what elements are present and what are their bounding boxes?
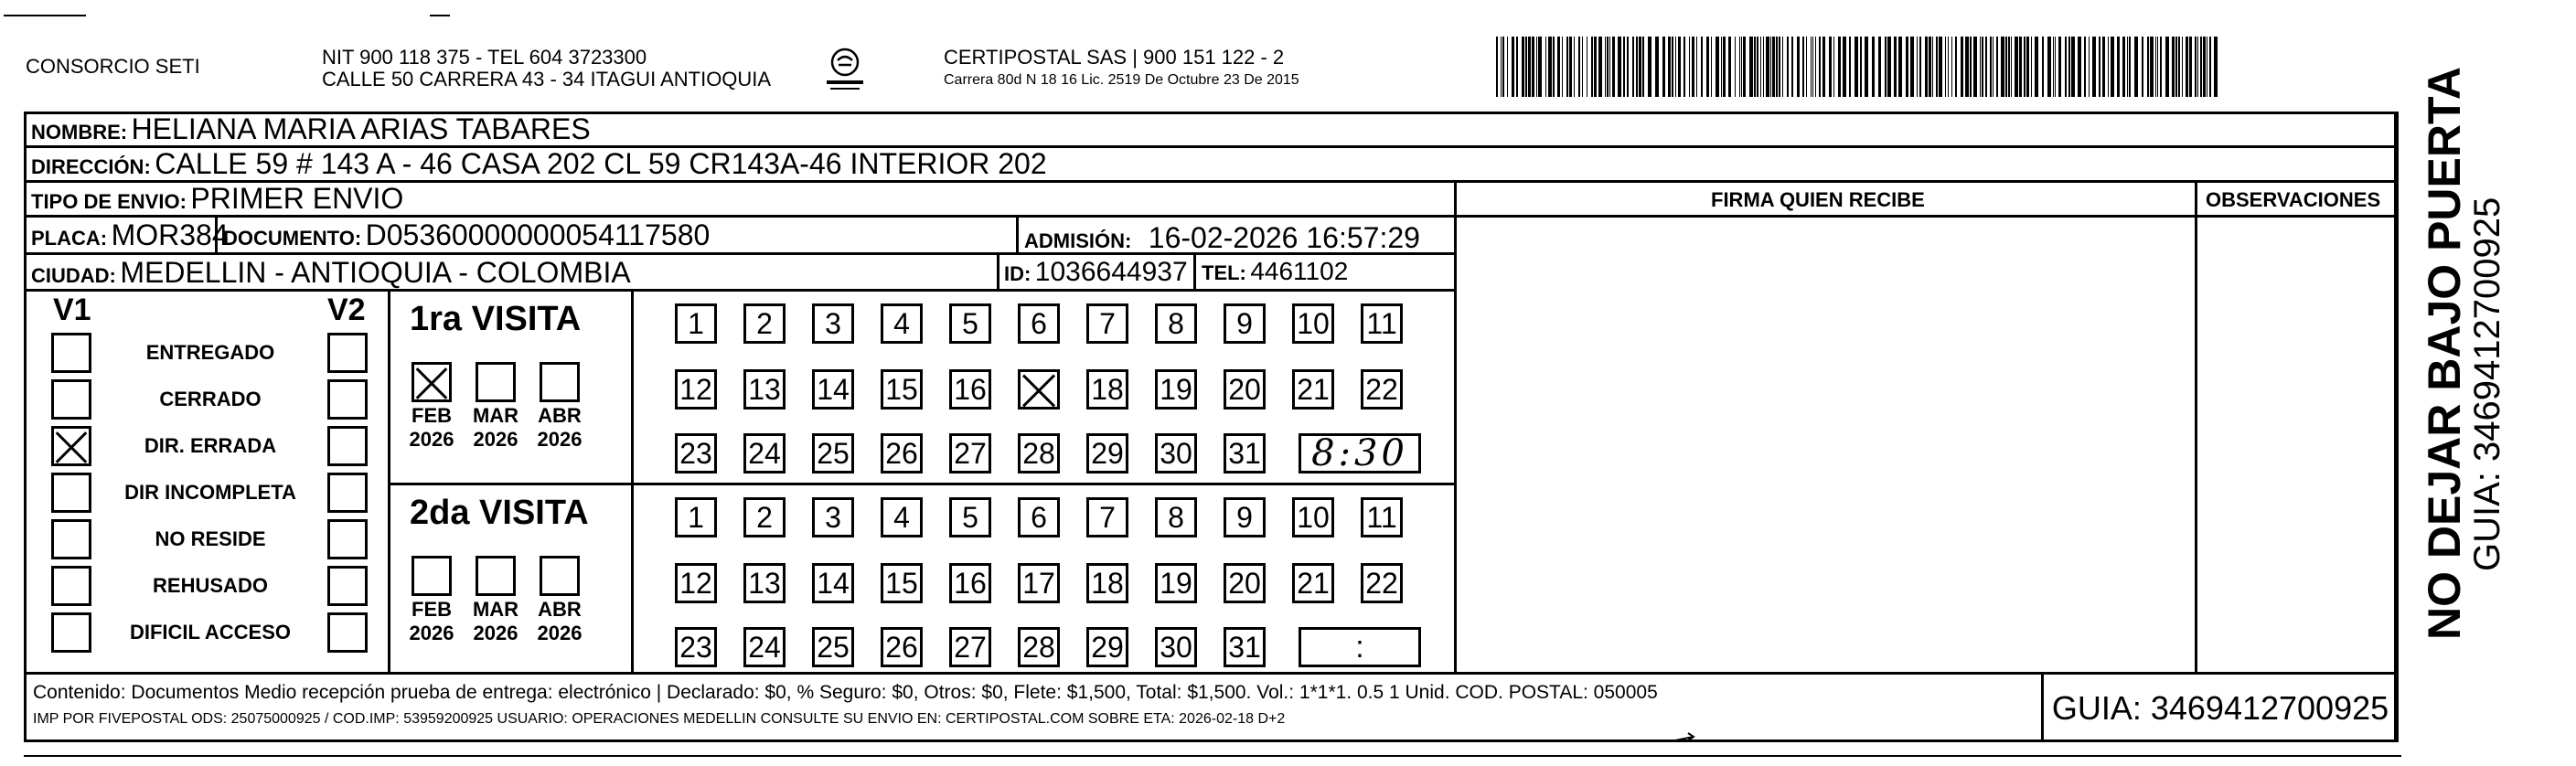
side-guia: GUIA: 3469412700925 bbox=[2467, 197, 2507, 571]
day-number: 2 bbox=[756, 306, 773, 340]
day-number: 4 bbox=[893, 500, 910, 534]
day-number: 10 bbox=[1297, 306, 1330, 340]
day-number: 3 bbox=[825, 306, 841, 340]
day-number: 19 bbox=[1160, 372, 1192, 406]
placa-label: PLACA: bbox=[31, 227, 108, 250]
day-box[interactable] bbox=[1155, 303, 1197, 344]
nombre-field bbox=[31, 114, 591, 144]
footer-arrow-mark bbox=[1675, 731, 1697, 744]
day-box[interactable] bbox=[812, 303, 854, 344]
day-number: 3 bbox=[825, 500, 841, 534]
day-box[interactable] bbox=[1155, 563, 1197, 603]
day-box[interactable] bbox=[1018, 433, 1060, 473]
certipostal-logo bbox=[825, 46, 865, 95]
month-label: MAR bbox=[472, 404, 519, 427]
month-label: ABR bbox=[538, 404, 582, 427]
day-box[interactable] bbox=[1086, 369, 1128, 410]
status-label: REHUSADO bbox=[153, 574, 268, 597]
tipo-envio-value: PRIMER ENVIO bbox=[190, 182, 404, 215]
day-box[interactable] bbox=[1018, 497, 1060, 537]
day-number: 19 bbox=[1160, 566, 1192, 600]
v2-checkbox[interactable] bbox=[327, 333, 368, 373]
day-number: 12 bbox=[679, 372, 712, 406]
bottom-rule bbox=[24, 755, 2401, 757]
day-number: 7 bbox=[1099, 306, 1116, 340]
day-number: 24 bbox=[748, 630, 781, 664]
day-box[interactable] bbox=[1361, 497, 1403, 537]
day-number: 20 bbox=[1228, 372, 1261, 406]
month-label: FEB bbox=[412, 598, 452, 621]
day-box[interactable] bbox=[743, 627, 786, 667]
day-number: 21 bbox=[1297, 372, 1330, 406]
day-number: 17 bbox=[1022, 566, 1055, 600]
ciudad-label: CIUDAD: bbox=[31, 264, 116, 287]
month-checkbox[interactable] bbox=[412, 556, 452, 596]
barcode bbox=[1496, 37, 2218, 97]
visit-title: 2da VISITA bbox=[410, 494, 589, 532]
day-box[interactable] bbox=[743, 369, 786, 410]
day-box[interactable] bbox=[812, 627, 854, 667]
direccion-value: CALLE 59 # 143 A - 46 CASA 202 CL 59 CR143A-46 INTERIOR 202 bbox=[155, 147, 1047, 180]
admision-value: 16-02-2026 16:57:29 bbox=[1148, 221, 1420, 254]
placa-value: MOR384 bbox=[111, 218, 229, 251]
day-number: 4 bbox=[893, 306, 910, 340]
status-label: NO RESIDE bbox=[155, 527, 266, 550]
year-label: 2026 bbox=[537, 622, 583, 644]
tel-field bbox=[1202, 259, 1348, 284]
v1-checkbox[interactable] bbox=[51, 426, 91, 466]
day-number: 8 bbox=[1168, 500, 1184, 534]
day-number: 30 bbox=[1160, 630, 1192, 664]
status-label: DIFICIL ACCESO bbox=[129, 621, 291, 644]
day-number: 21 bbox=[1297, 566, 1330, 600]
month-checkbox[interactable] bbox=[476, 556, 516, 596]
day-box[interactable] bbox=[675, 627, 717, 667]
day-number: 29 bbox=[1091, 630, 1124, 664]
day-number: 15 bbox=[885, 566, 918, 600]
guia-box bbox=[2041, 674, 2397, 742]
day-number: 31 bbox=[1228, 630, 1261, 664]
guia-box-text: GUIA: 3469412700925 bbox=[2051, 688, 2389, 727]
day-number: 10 bbox=[1297, 500, 1330, 534]
nombre-value: HELIANA MARIA ARIAS TABARES bbox=[131, 112, 591, 145]
day-box[interactable] bbox=[1086, 627, 1128, 667]
day-number: 30 bbox=[1160, 436, 1192, 470]
day-box[interactable] bbox=[675, 497, 717, 537]
day-box[interactable] bbox=[1086, 433, 1128, 473]
day-number: 16 bbox=[954, 566, 987, 600]
time-value: 8:30 bbox=[1311, 432, 1408, 474]
day-number: 11 bbox=[1366, 306, 1397, 340]
day-number: 11 bbox=[1366, 500, 1397, 534]
day-box[interactable] bbox=[1361, 303, 1403, 344]
placa-field bbox=[31, 220, 229, 250]
direccion-label: DIRECCIÓN: bbox=[31, 155, 151, 178]
id-field bbox=[1004, 259, 1188, 286]
day-box[interactable] bbox=[1018, 303, 1060, 344]
day-box[interactable] bbox=[675, 433, 717, 473]
day-number: 14 bbox=[817, 566, 850, 600]
day-number: 27 bbox=[954, 436, 987, 470]
year-label: 2026 bbox=[409, 428, 454, 451]
v1-checkbox[interactable] bbox=[51, 379, 91, 420]
day-box[interactable] bbox=[1361, 563, 1403, 603]
day-box[interactable] bbox=[881, 369, 923, 410]
day-box[interactable] bbox=[1361, 369, 1403, 410]
day-box[interactable] bbox=[949, 497, 991, 537]
day-number: 8 bbox=[1168, 306, 1184, 340]
license-line: Carrera 80d N 18 16 Lic. 2519 De Octubre 23 De 2015 bbox=[944, 72, 1299, 88]
company-name: CONSORCIO SETI bbox=[26, 55, 200, 78]
day-number: 20 bbox=[1228, 566, 1261, 600]
tipo-envio-label: TIPO DE ENVIO: bbox=[31, 190, 187, 213]
day-box[interactable] bbox=[1018, 563, 1060, 603]
imp-line: IMP POR FIVEPOSTAL ODS: 25075000925 / COD.IMP: 53959200925 USUARIO: OPERACIONES MEDELLIN CONSULTE SU ENVIO EN: CERTIPOSTAL.COM SOBRE ETA: 2026-02-18 D+2 bbox=[33, 711, 1286, 727]
day-box[interactable] bbox=[881, 497, 923, 537]
day-number: 1 bbox=[688, 500, 704, 534]
status-label: CERRADO bbox=[159, 388, 262, 410]
v2-checkbox[interactable] bbox=[327, 566, 368, 606]
day-number: 7 bbox=[1099, 500, 1116, 534]
day-number: 26 bbox=[885, 630, 918, 664]
v1-checkbox[interactable] bbox=[51, 566, 91, 606]
day-box[interactable] bbox=[1155, 497, 1197, 537]
day-number: 27 bbox=[954, 630, 987, 664]
day-box[interactable] bbox=[1155, 369, 1197, 410]
day-box[interactable] bbox=[675, 563, 717, 603]
v2-checkbox[interactable] bbox=[327, 519, 368, 559]
year-label: 2026 bbox=[409, 622, 454, 644]
status-label: DIR. ERRADA bbox=[144, 434, 277, 457]
month-checkbox[interactable] bbox=[540, 556, 580, 596]
day-box[interactable] bbox=[1086, 497, 1128, 537]
day-number: 15 bbox=[885, 372, 918, 406]
day-box[interactable] bbox=[1292, 369, 1334, 410]
v2-checkbox[interactable] bbox=[327, 426, 368, 466]
day-box[interactable] bbox=[743, 497, 786, 537]
day-box[interactable] bbox=[1292, 563, 1334, 603]
v1-checkbox[interactable] bbox=[51, 612, 91, 653]
day-number: 22 bbox=[1365, 372, 1398, 406]
day-number: 6 bbox=[1031, 306, 1047, 340]
day-box[interactable] bbox=[1224, 369, 1266, 410]
month-checkbox[interactable] bbox=[540, 362, 580, 402]
day-number: 24 bbox=[748, 436, 781, 470]
documento-value: D05360000000054117580 bbox=[365, 218, 711, 251]
nombre-label: NOMBRE: bbox=[31, 121, 128, 144]
day-number: 28 bbox=[1022, 436, 1055, 470]
documento-field bbox=[223, 220, 710, 250]
month-label: ABR bbox=[538, 598, 582, 621]
day-box[interactable] bbox=[1155, 627, 1197, 667]
visit-title: 1ra VISITA bbox=[410, 300, 582, 338]
day-box[interactable] bbox=[1224, 563, 1266, 603]
day-box[interactable] bbox=[743, 563, 786, 603]
day-number: 25 bbox=[817, 436, 850, 470]
day-box[interactable] bbox=[675, 369, 717, 410]
direccion-field bbox=[31, 149, 1047, 178]
day-number: 23 bbox=[679, 630, 712, 664]
time-field[interactable] bbox=[1299, 627, 1421, 667]
day-number: 9 bbox=[1236, 500, 1253, 534]
day-box[interactable] bbox=[1224, 303, 1266, 344]
carrier-line: CERTIPOSTAL SAS | 900 151 122 - 2 bbox=[944, 46, 1285, 69]
day-box[interactable] bbox=[743, 303, 786, 344]
day-box[interactable] bbox=[1155, 433, 1197, 473]
month-checkbox[interactable] bbox=[476, 362, 516, 402]
day-box[interactable] bbox=[881, 627, 923, 667]
day-number: 26 bbox=[885, 436, 918, 470]
observaciones-header: OBSERVACIONES bbox=[2206, 188, 2381, 211]
v2-checkbox[interactable] bbox=[327, 612, 368, 653]
time-field[interactable] bbox=[1299, 433, 1421, 473]
v1-checkbox[interactable] bbox=[51, 473, 91, 513]
nit-line: NIT 900 118 375 - TEL 604 3723300 bbox=[322, 46, 647, 69]
day-number: 18 bbox=[1091, 566, 1124, 600]
id-label: ID: bbox=[1004, 262, 1031, 285]
day-number: 13 bbox=[748, 372, 781, 406]
day-box[interactable] bbox=[881, 303, 923, 344]
day-number: 5 bbox=[962, 500, 978, 534]
day-number: 2 bbox=[756, 500, 773, 534]
tel-label: TEL: bbox=[1202, 261, 1246, 284]
v1-checkbox[interactable] bbox=[51, 333, 91, 373]
address-line: CALLE 50 CARRERA 43 - 34 ITAGUI ANTIOQUIA bbox=[322, 68, 772, 90]
day-number: 29 bbox=[1091, 436, 1124, 470]
day-box[interactable] bbox=[812, 497, 854, 537]
day-box[interactable] bbox=[675, 303, 717, 344]
month-checkbox[interactable] bbox=[412, 362, 452, 402]
no-dejar-warning: NO DEJAR BAJO PUERTA bbox=[2419, 67, 2470, 640]
day-number: 28 bbox=[1022, 630, 1055, 664]
year-label: 2026 bbox=[473, 622, 518, 644]
status-label: ENTREGADO bbox=[145, 341, 275, 364]
day-number: 22 bbox=[1365, 566, 1398, 600]
day-box[interactable] bbox=[949, 369, 991, 410]
v2-checkbox[interactable] bbox=[327, 379, 368, 420]
day-box[interactable] bbox=[812, 563, 854, 603]
day-box[interactable] bbox=[1086, 303, 1128, 344]
day-number: 13 bbox=[748, 566, 781, 600]
day-box[interactable] bbox=[949, 563, 991, 603]
day-box[interactable] bbox=[812, 433, 854, 473]
top-rule-mark bbox=[4, 15, 86, 16]
status-label: DIR INCOMPLETA bbox=[124, 481, 296, 504]
day-number: 6 bbox=[1031, 500, 1047, 534]
day-box[interactable] bbox=[1224, 497, 1266, 537]
month-label: MAR bbox=[472, 598, 519, 621]
ciudad-field bbox=[31, 258, 631, 287]
day-box[interactable] bbox=[1224, 433, 1266, 473]
admision-field bbox=[1024, 223, 1420, 252]
day-box[interactable] bbox=[881, 433, 923, 473]
day-number: 31 bbox=[1228, 436, 1261, 470]
time-value: : bbox=[1355, 629, 1364, 665]
day-number: 14 bbox=[817, 372, 850, 406]
day-box[interactable] bbox=[812, 369, 854, 410]
day-number: 5 bbox=[962, 306, 978, 340]
day-box[interactable] bbox=[1292, 303, 1334, 344]
day-box[interactable] bbox=[1224, 627, 1266, 667]
v1-checkbox[interactable] bbox=[51, 519, 91, 559]
day-box[interactable] bbox=[1018, 627, 1060, 667]
v1-header: V1 bbox=[53, 293, 91, 327]
day-box[interactable] bbox=[1018, 369, 1060, 410]
day-box[interactable] bbox=[949, 627, 991, 667]
day-number: 16 bbox=[954, 372, 987, 406]
firma-header: FIRMA QUIEN RECIBE bbox=[1711, 188, 1925, 211]
day-box[interactable] bbox=[1086, 563, 1128, 603]
year-label: 2026 bbox=[537, 428, 583, 451]
day-number: 12 bbox=[679, 566, 712, 600]
admision-label: ADMISIÓN: bbox=[1024, 229, 1132, 252]
day-number: 25 bbox=[817, 630, 850, 664]
tipo-envio-field bbox=[31, 184, 403, 213]
day-number: 1 bbox=[688, 306, 704, 340]
day-box[interactable] bbox=[1292, 497, 1334, 537]
day-number: 9 bbox=[1236, 306, 1253, 340]
month-label: FEB bbox=[412, 404, 452, 427]
day-box[interactable] bbox=[949, 303, 991, 344]
contenido-line: Contenido: Documentos Medio recepción prueba de entrega: electrónico | Declarado: $0, % Seguro: $0, Otros: $0, Flete: $1,500, Total: $1,500. Vol.: 1*1*1. 0.5 1 Unid. COD. POSTAL: 050005 bbox=[33, 682, 1658, 703]
top-rule-mark bbox=[430, 15, 450, 16]
documento-label: DOCUMENTO: bbox=[223, 227, 362, 250]
day-box[interactable] bbox=[743, 433, 786, 473]
day-number: 18 bbox=[1091, 372, 1124, 406]
v2-header: V2 bbox=[327, 293, 366, 327]
v2-checkbox[interactable] bbox=[327, 473, 368, 513]
day-number: 23 bbox=[679, 436, 712, 470]
tel-value: 4461102 bbox=[1250, 257, 1349, 285]
id-value: 1036644937 bbox=[1034, 257, 1188, 287]
day-box[interactable] bbox=[881, 563, 923, 603]
ciudad-value: MEDELLIN - ANTIOQUIA - COLOMBIA bbox=[120, 256, 631, 289]
day-box[interactable] bbox=[949, 433, 991, 473]
year-label: 2026 bbox=[473, 428, 518, 451]
